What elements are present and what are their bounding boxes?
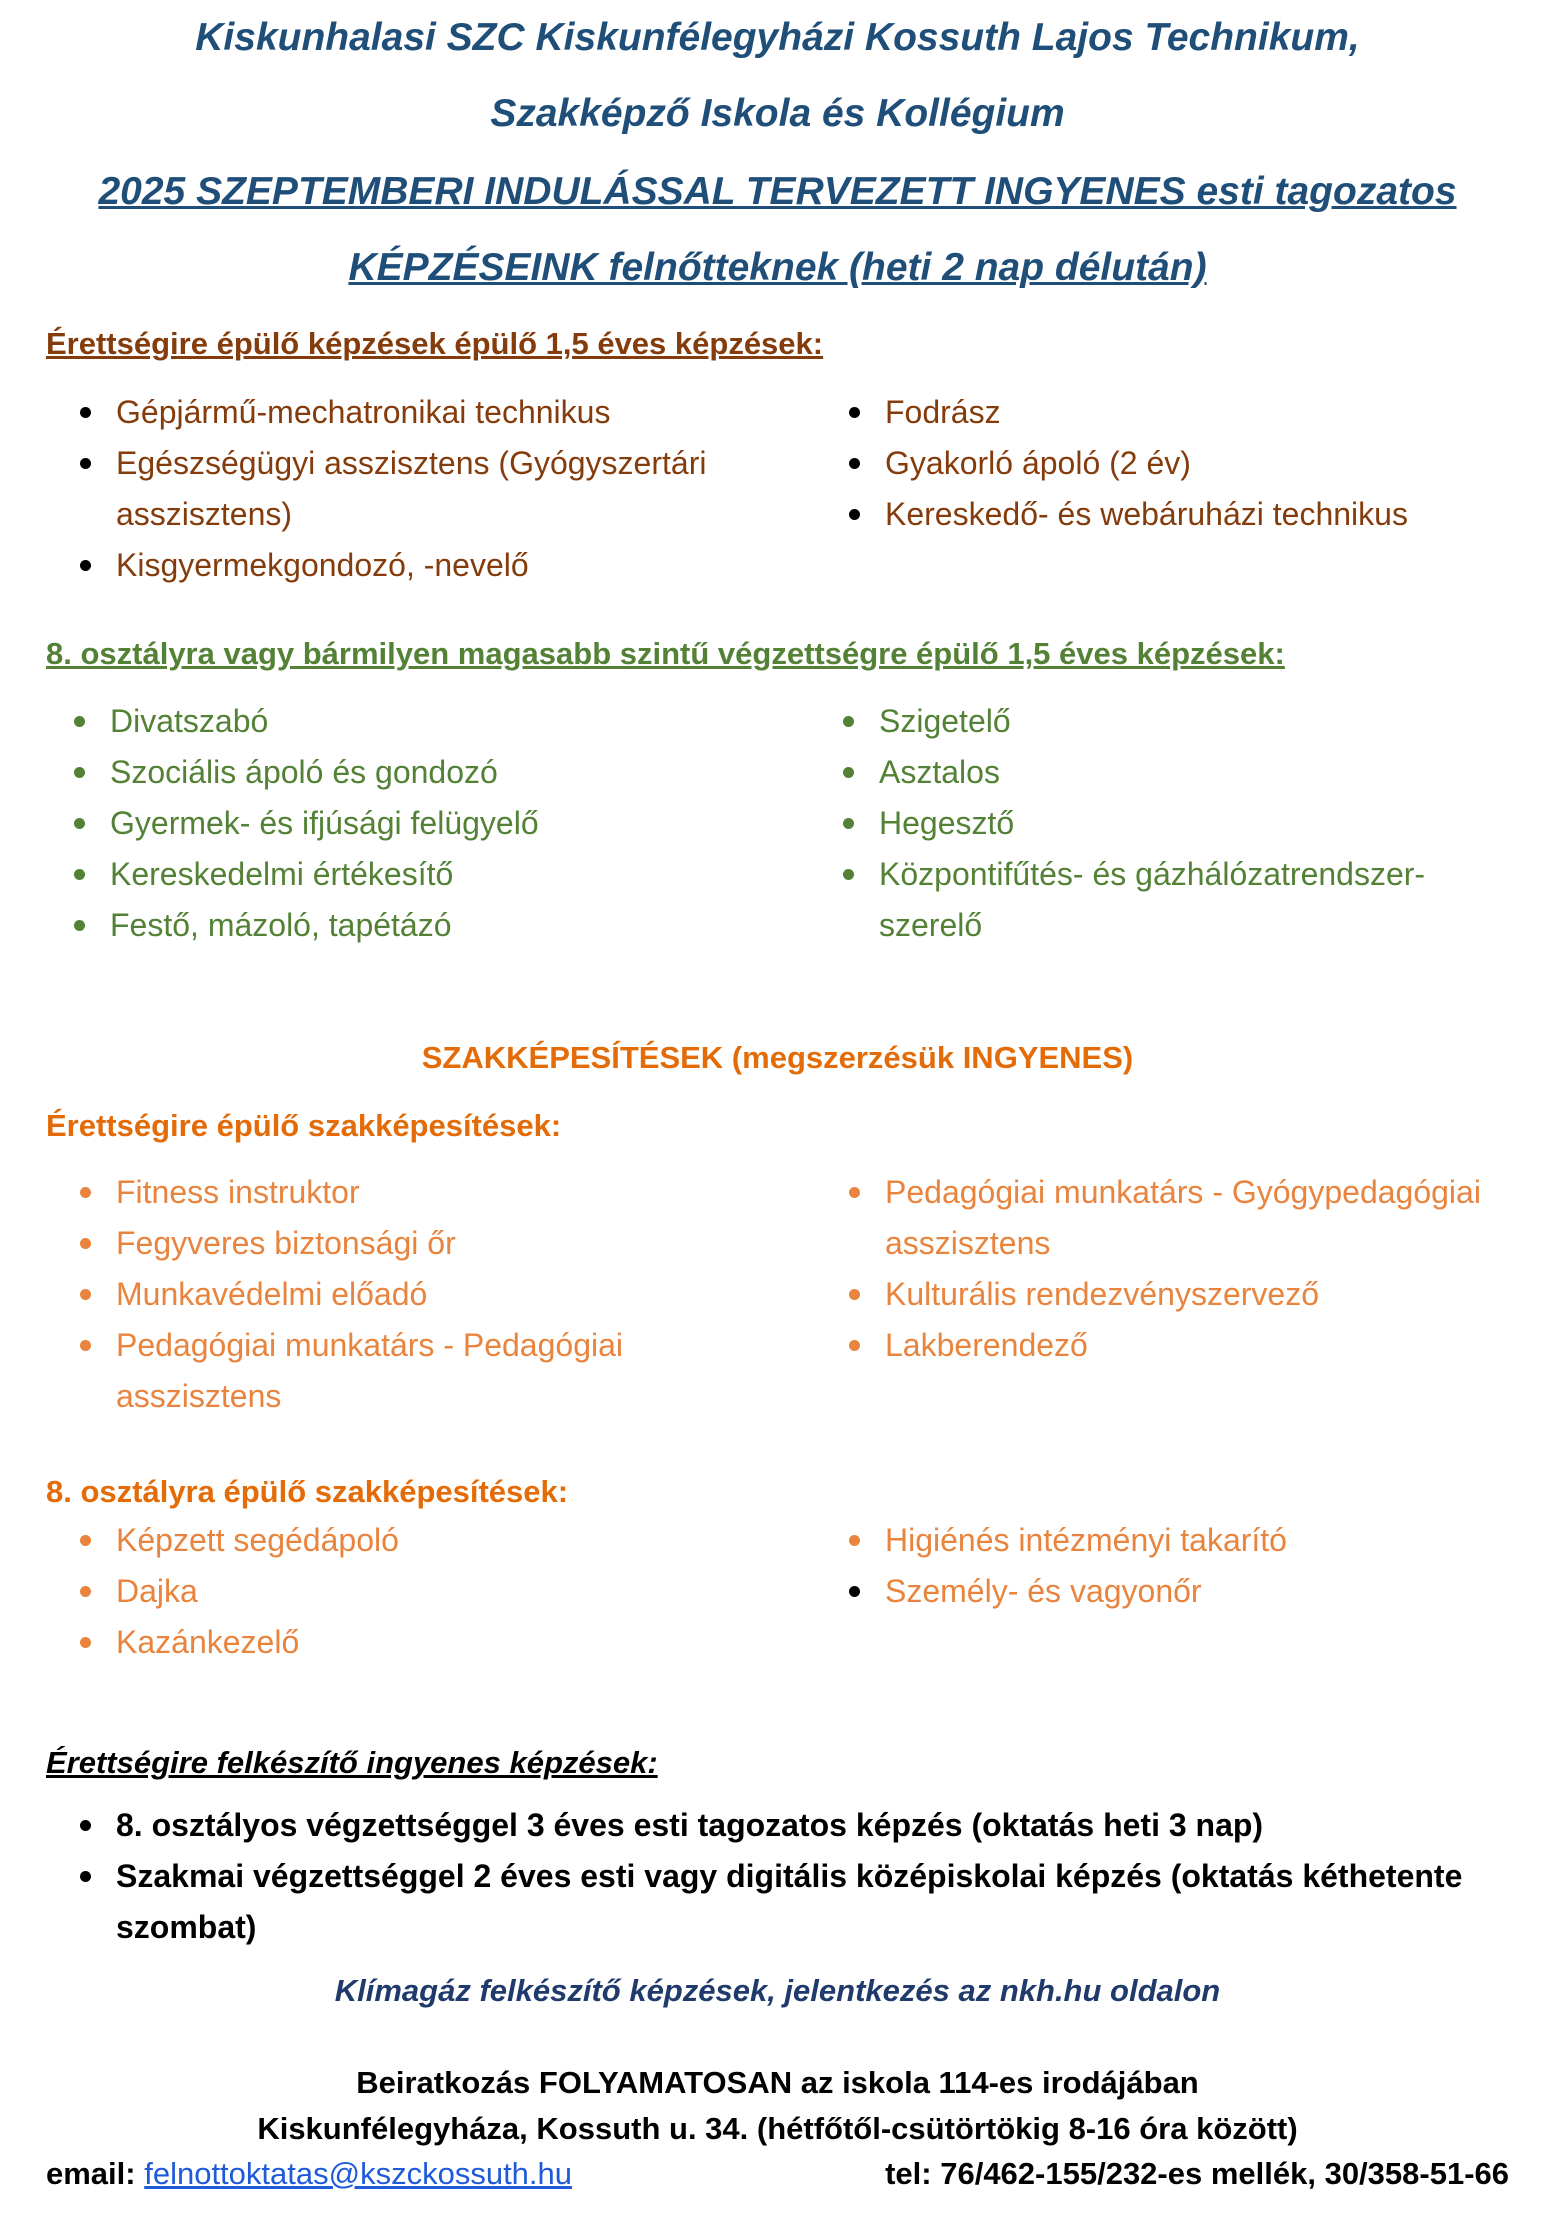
klima-note: Klímagáz felkészítő képzések, jelentkezés az nkh.hu oldalon [334,1973,1221,2008]
list-item: Fitness instruktor [80,1167,780,1218]
contact-row [46,2156,1509,2192]
list-item: Szigetelő [843,696,1483,747]
phone-numbers: tel: 76/462-155/232-es mellék, 30/358-51-66 [885,2156,1509,2191]
section5-list [80,1800,1500,1953]
list-item: Fegyveres biztonsági őr [80,1218,780,1269]
section3-right-list [849,1167,1519,1371]
list-item: Munkavédelmi előadó [80,1269,780,1320]
list-item: Egészségügyi asszisztens (Gyógyszertári asszisztens) [80,438,780,540]
section1-heading: Érettségire épülő képzések épülő 1,5 éves képzések: [46,326,824,361]
section2-left-list [74,696,774,951]
headline-line2: KÉPZÉSEINK felnőtteknek (heti 2 nap délután) [348,246,1207,289]
list-item: Kereskedelmi értékesítő [74,849,774,900]
list-item: Pedagógiai munkatárs - Pedagógiai asszisztens [80,1320,780,1422]
section1-right-list [849,387,1509,540]
list-item: 8. osztályos végzettséggel 3 éves esti tagozatos képzés (oktatás heti 3 nap) [80,1800,1500,1851]
list-item: Divatszabó [74,696,774,747]
section2-right-list [843,696,1483,951]
school-subtitle: Szakképző Iskola és Kollégium [490,92,1065,135]
list-item: Szociális ápoló és gondozó [74,747,774,798]
section3-heading: Érettségire épülő szakképesítések: [46,1108,562,1143]
list-item: Pedagógiai munkatárs - Gyógypedagógiai asszisztens [849,1167,1519,1269]
list-item: Asztalos [843,747,1483,798]
section4-right-list [849,1515,1509,1617]
list-item: Képzett segédápoló [80,1515,780,1566]
list-item: Kulturális rendezvényszervező [849,1269,1519,1320]
school-name: Kiskunhalasi SZC Kiskunfélegyházi Kossuth Lajos Technikum, [195,16,1360,59]
list-item: Gépjármű-mechatronikai technikus [80,387,780,438]
list-item: Gyermek- és ifjúsági felügyelő [74,798,774,849]
section2-heading: 8. osztályra vagy bármilyen magasabb szintű végzettségre épülő 1,5 éves képzések: [46,636,1285,671]
section4-left-list [80,1515,780,1668]
list-item: Kisgyermekgondozó, -nevelő [80,540,780,591]
list-item: Szakmai végzettséggel 2 éves esti vagy digitális középiskolai képzés (oktatás kéthetente szombat) [80,1851,1500,1953]
enrollment-line: Beiratkozás FOLYAMATOSAN az iskola 114-es irodájában [356,2065,1199,2100]
list-item: Higiénés intézményi takarító [849,1515,1509,1566]
list-item: Dajka [80,1566,780,1617]
email-link[interactable]: felnottoktatas@kszckossuth.hu [144,2156,573,2191]
headline-line1: 2025 SZEPTEMBERI INDULÁSSAL TERVEZETT INGYENES esti tagozatos [98,170,1457,213]
qualifications-title: SZAKKÉPESÍTÉSEK (megszerzésük INGYENES) [421,1040,1134,1075]
section3-left-list [80,1167,780,1422]
list-item: Lakberendező [849,1320,1519,1371]
list-item: Kereskedő- és webáruházi technikus [849,489,1509,540]
list-item: Gyakorló ápoló (2 év) [849,438,1509,489]
section1-left-list [80,387,780,591]
list-item: Festő, mázoló, tapétázó [74,900,774,951]
list-item: Fodrász [849,387,1509,438]
email-label: email: [46,2156,145,2191]
list-item: Kazánkezelő [80,1617,780,1668]
section5-heading: Érettségire felkészítő ingyenes képzések: [46,1745,658,1780]
list-item: Hegesztő [843,798,1483,849]
section4-heading: 8. osztályra épülő szakképesítések: [46,1474,569,1509]
list-item: Személy- és vagyonőr [849,1566,1509,1617]
list-item: Központifűtés- és gázhálózatrendszer-szerelő [843,849,1483,951]
address-line: Kiskunfélegyháza, Kossuth u. 34. (hétfőtől-csütörtökig 8-16 óra között) [257,2111,1298,2146]
